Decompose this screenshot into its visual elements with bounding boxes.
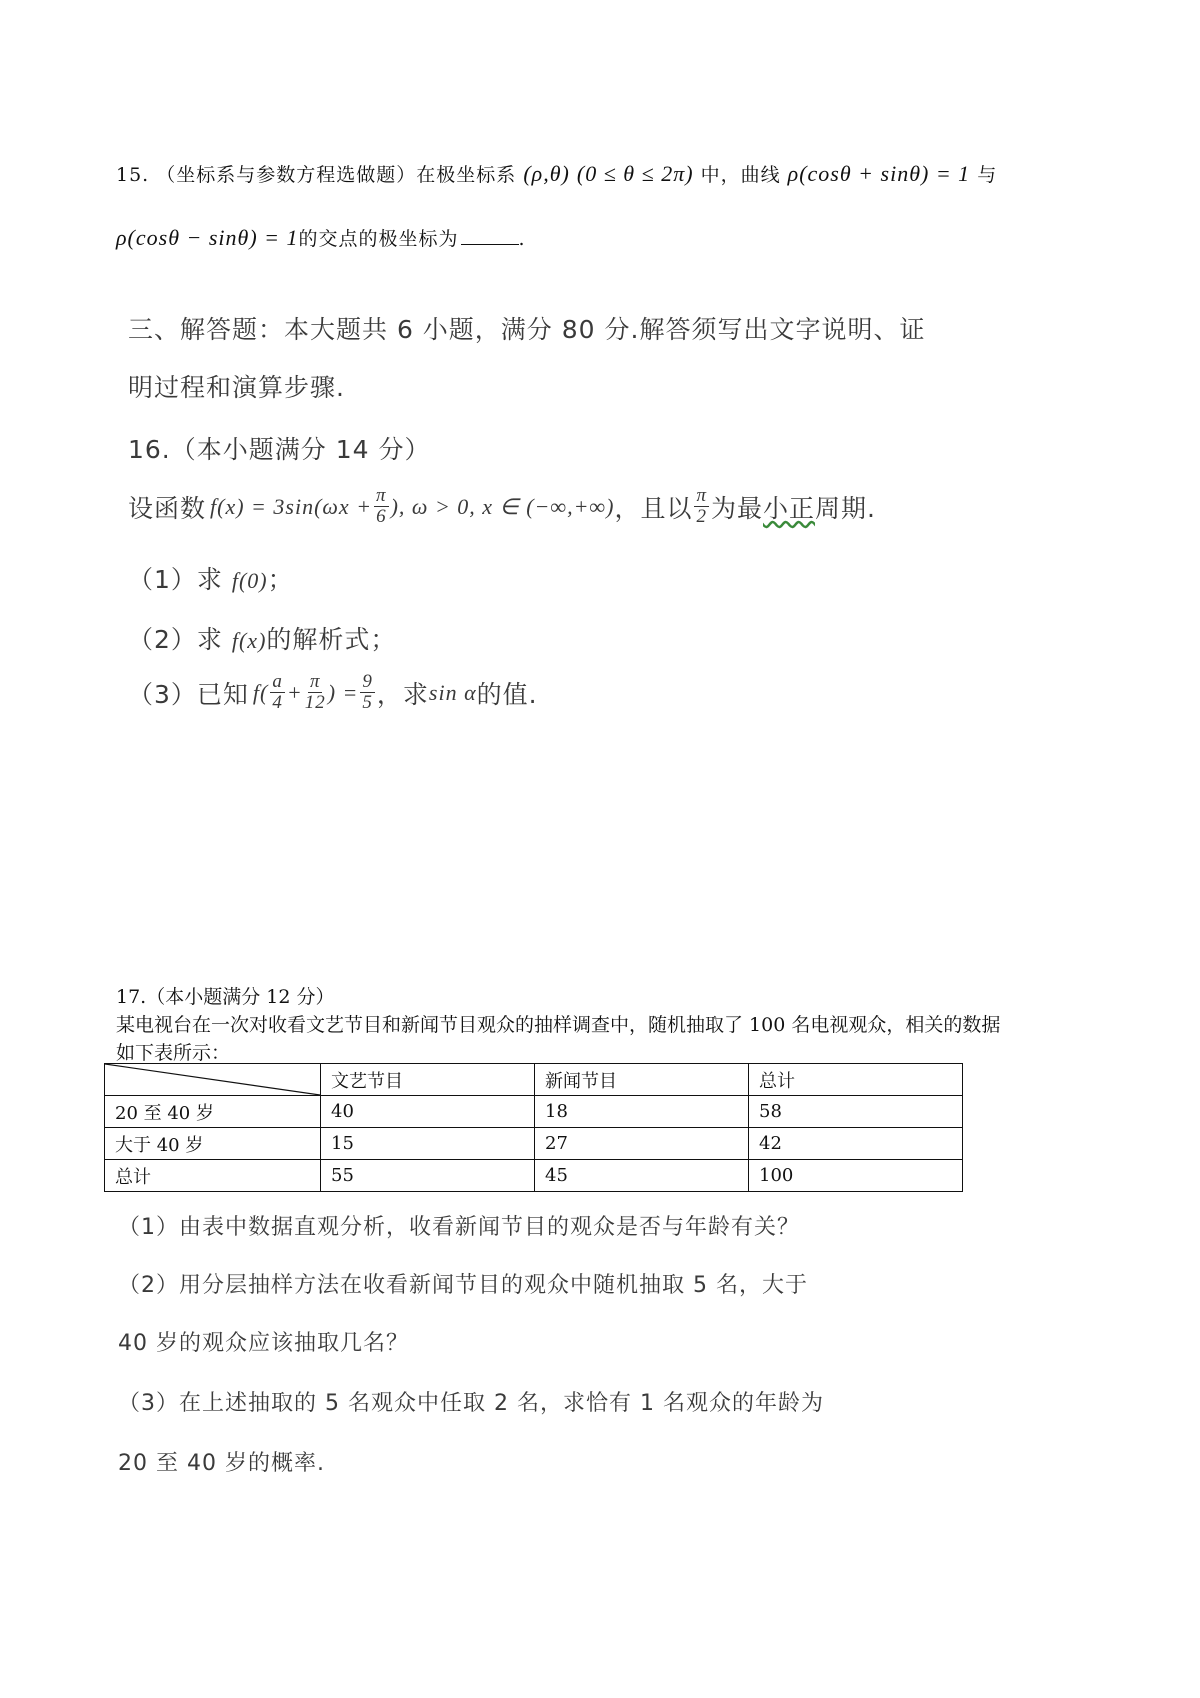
frac-numerator: π bbox=[309, 671, 321, 692]
frac-denominator: 2 bbox=[696, 506, 707, 527]
table-cell: 100 bbox=[749, 1160, 963, 1192]
frac-denominator: 4 bbox=[272, 692, 283, 713]
frac-numerator: π bbox=[696, 485, 707, 506]
q17-stem1: 某电视台在一次对收看文艺节目和新闻节目观众的抽样调查中，随机抽取了 100 名电视观众，相关的数据 bbox=[116, 1014, 1001, 1036]
table-cell: 55 bbox=[321, 1160, 535, 1192]
table-cell: 40 bbox=[321, 1096, 535, 1128]
q15-line2 bbox=[116, 224, 526, 251]
q16-stem-b: ), ω > 0, x ∈ (−∞,+∞) bbox=[390, 493, 615, 519]
frac-numerator: π bbox=[376, 485, 387, 506]
section3-line1: 三、解答题：本大题共 6 小题，满分 80 分.解答须写出文字说明、证 bbox=[128, 315, 926, 344]
q16-p2-a: （2）求 bbox=[128, 625, 223, 654]
table-cell: 27 bbox=[535, 1128, 749, 1160]
q16-p2-m: f(x) bbox=[231, 628, 267, 653]
q16-title: 16.（本小题满分 14 分） bbox=[128, 435, 431, 464]
q16-p3-eq: ) = bbox=[327, 679, 359, 705]
q16-p1-b: ； bbox=[267, 565, 294, 594]
q17-stem2: 如下表所示： bbox=[116, 1042, 231, 1064]
q16-stem bbox=[128, 486, 876, 527]
table-cell: 15 bbox=[321, 1128, 535, 1160]
table-cell: 18 bbox=[535, 1096, 749, 1128]
q16-stem-func: f(x) = 3sin(ωx + bbox=[210, 493, 373, 519]
q15-with: 与 bbox=[977, 164, 998, 186]
q17-part2-line2: 40 岁的观众应该抽取几名？ bbox=[118, 1331, 409, 1356]
table-cell: 45 bbox=[535, 1160, 749, 1192]
diagonal-line bbox=[105, 1064, 320, 1095]
q17-part3-line2: 20 至 40 岁的概率. bbox=[118, 1451, 325, 1476]
q15-suffix: 的交点的极坐标为 bbox=[298, 228, 459, 250]
q15-mid: 中，曲线 bbox=[700, 164, 781, 186]
table-cell: 20 至 40 岁 bbox=[105, 1096, 321, 1128]
q17-part2-line1: （2）用分层抽样方法在收看新闻节目的观众中随机抽取 5 名，大于 bbox=[118, 1273, 808, 1298]
table-header-cell: 新闻节目 bbox=[535, 1064, 749, 1096]
q15-range: (0 ≤ θ ≤ 2π) bbox=[576, 161, 694, 186]
table-cell: 42 bbox=[749, 1128, 963, 1160]
q15-curve1: ρ(cosθ + sinθ) = 1 bbox=[787, 161, 971, 186]
q16-p3-b: ，求 bbox=[376, 679, 429, 709]
q16-frac-pi-12 bbox=[305, 672, 326, 713]
q15-prefix: （坐标系与参数方程选做题）在极坐标系 bbox=[156, 164, 517, 186]
q16-stem-e: 周期. bbox=[815, 493, 876, 523]
frac-denominator: 6 bbox=[376, 506, 387, 527]
q16-part1 bbox=[128, 560, 294, 596]
q15-end: . bbox=[518, 228, 526, 250]
q16-p3-f: f( bbox=[252, 679, 269, 705]
frac-denominator: 12 bbox=[304, 692, 326, 713]
q15-answer-blank bbox=[461, 244, 519, 245]
q17-data-table bbox=[104, 1063, 963, 1192]
q15-curve2: ρ(cosθ − sinθ) = 1 bbox=[116, 225, 299, 250]
q16-p3-c: 的值. bbox=[476, 679, 538, 709]
q17-part1: （1）由表中数据直观分析，收看新闻节目的观众是否与年龄有关？ bbox=[118, 1215, 800, 1240]
section3-line2: 明过程和演算步骤. bbox=[128, 373, 345, 402]
q16-frac-pi-2 bbox=[694, 486, 709, 527]
table-header-cell: 文艺节目 bbox=[321, 1064, 535, 1096]
frac-denominator: 5 bbox=[362, 692, 373, 713]
q16-stem-d: 为最 bbox=[710, 493, 763, 523]
q16-p1-m: f(0) bbox=[231, 568, 268, 593]
table-header-cell: 总计 bbox=[749, 1064, 963, 1096]
table-cell: 总计 bbox=[105, 1160, 321, 1192]
q16-frac-a-4 bbox=[270, 672, 285, 713]
table-row bbox=[105, 1160, 963, 1192]
table-header-row bbox=[105, 1064, 963, 1096]
q16-stem-wavy: 小正 bbox=[763, 493, 816, 523]
q16-part2 bbox=[128, 620, 396, 656]
table-cell: 大于 40 岁 bbox=[105, 1128, 321, 1160]
q15-coord: (ρ,θ) bbox=[523, 161, 570, 186]
q16-p3-sin: sin α bbox=[428, 679, 477, 705]
table-corner-cell bbox=[105, 1064, 321, 1096]
q15-number: 15. bbox=[116, 164, 150, 186]
frac-numerator: a bbox=[272, 671, 283, 692]
table-row bbox=[105, 1096, 963, 1128]
q15-line1 bbox=[116, 160, 997, 187]
table-row bbox=[105, 1128, 963, 1160]
q17-title: 17.（本小题满分 12 分） bbox=[116, 986, 335, 1008]
q16-p3-plus: + bbox=[286, 679, 303, 705]
q16-stem-a: 设函数 bbox=[128, 493, 207, 523]
q16-p1-a: （1）求 bbox=[128, 565, 223, 594]
q16-frac-9-5 bbox=[360, 672, 375, 713]
q17-part3-line1: （3）在上述抽取的 5 名观众中任取 2 名，求恰有 1 名观众的年龄为 bbox=[118, 1391, 824, 1416]
frac-numerator: 9 bbox=[362, 671, 373, 692]
table-cell: 58 bbox=[749, 1096, 963, 1128]
q16-p3-a: （3）已知 bbox=[128, 679, 249, 709]
q16-p2-b: 的解析式； bbox=[266, 625, 397, 654]
q16-stem-c: ，且以 bbox=[614, 493, 693, 523]
q16-frac-pi-6 bbox=[374, 486, 389, 527]
q16-part3 bbox=[128, 672, 538, 713]
